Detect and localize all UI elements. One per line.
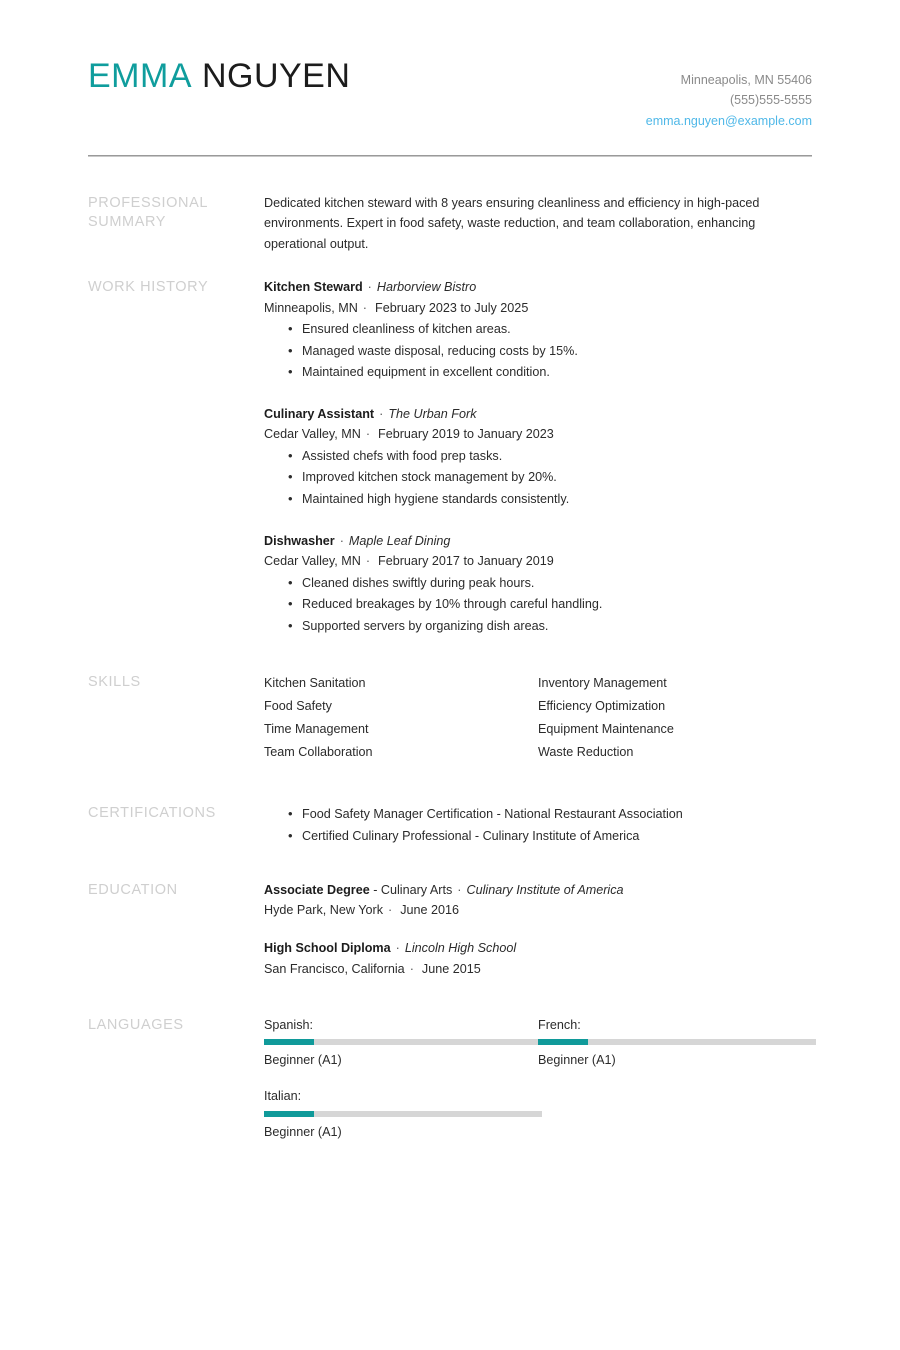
first-name: EMMA (88, 57, 192, 95)
job-location: Cedar Valley, MN (264, 554, 361, 569)
header-divider (88, 155, 812, 157)
language-inner (538, 1015, 816, 1070)
skills-column-right (538, 672, 812, 765)
education-degree: Associate Degree (264, 882, 370, 897)
education-entry (264, 938, 812, 979)
language-level: Beginner (A1) (538, 1053, 616, 1068)
skill-item: Team Collaboration (264, 745, 373, 760)
contact-email[interactable]: emma.nguyen@example.com (645, 113, 812, 128)
section-work-history (88, 277, 812, 637)
job-company: The Urban Fork (388, 407, 477, 422)
skill-item: Time Management (264, 722, 369, 737)
skill-item: Waste Reduction (538, 745, 634, 760)
certifications-body (264, 803, 812, 848)
separator-dot: · (367, 280, 372, 295)
separator-dot: · (457, 882, 462, 897)
skill-item: Kitchen Sanitation (264, 675, 366, 690)
job-bullet: • Maintained equipment in excellent condition. (302, 362, 812, 384)
job-bullet-list (264, 319, 812, 384)
language-level: Beginner (A1) (264, 1124, 342, 1139)
language-level: Beginner (A1) (264, 1053, 342, 1068)
work-history-entry (264, 531, 812, 638)
skills-column-left (264, 672, 538, 765)
skill-item: Efficiency Optimization (538, 698, 666, 713)
job-title: Dishwasher (264, 533, 335, 548)
summary-body (264, 193, 812, 255)
candidate-name (88, 58, 350, 95)
job-bullet-list (264, 573, 812, 638)
language-proficiency-fill (538, 1039, 588, 1045)
languages-body (264, 1015, 812, 1158)
language-item (538, 1015, 812, 1070)
summary-text: Dedicated kitchen steward with 8 years ensuring cleanliness and efficiency in high-paced environments. Expert in food safety, waste reduction, and team collaboration, enhancing operational output. (264, 195, 760, 251)
job-bullet: • Maintained high hygiene standards consistently. (302, 489, 812, 511)
work-history-body (264, 277, 812, 637)
job-company: Harborview Bistro (376, 280, 477, 295)
separator-dot: · (379, 407, 384, 422)
separator-dot: · (362, 300, 367, 315)
last-name: NGUYEN (201, 57, 351, 95)
section-languages (88, 1015, 812, 1158)
job-bullet-list (264, 446, 812, 511)
separator-dot: · (409, 961, 414, 976)
language-name: Italian: (264, 1089, 302, 1104)
education-field: - Culinary Arts (369, 882, 453, 897)
section-label-certifications: CERTIFICATIONS (88, 804, 216, 821)
resume-header (88, 0, 812, 131)
job-dates: February 2023 to July 2025 (375, 300, 529, 315)
language-name: Spanish: (264, 1018, 314, 1033)
language-inner (264, 1015, 542, 1070)
education-location: San Francisco, California (264, 961, 405, 976)
separator-dot: · (388, 902, 393, 917)
job-bullet: • Supported servers by organizing dish areas. (302, 616, 812, 638)
separator-dot: · (395, 941, 400, 956)
certification-list (264, 803, 812, 848)
skills-body (264, 672, 812, 765)
work-history-entry (264, 404, 812, 511)
contact-info (646, 58, 812, 131)
education-school: Lincoln High School (404, 941, 517, 956)
job-company: Maple Leaf Dining (348, 533, 451, 548)
education-degree: High School Diploma (264, 941, 391, 956)
skill-item: Equipment Maintenance (538, 722, 674, 737)
skill-item: Food Safety (264, 698, 332, 713)
language-proficiency-bar (264, 1039, 542, 1045)
language-proficiency-bar (264, 1111, 542, 1117)
job-meta (264, 551, 812, 571)
certification-item: • Food Safety Manager Certification - National Restaurant Association (302, 803, 812, 825)
job-dates: February 2019 to January 2023 (378, 427, 554, 442)
education-meta (264, 900, 812, 920)
section-label-work-history: WORK HISTORY (88, 279, 209, 296)
job-bullet: • Assisted chefs with food prep tasks. (302, 446, 812, 468)
job-bullet: • Cleaned dishes swiftly during peak hours. (302, 573, 812, 595)
language-proficiency-fill (264, 1039, 314, 1045)
contact-phone[interactable]: (555)555-5555 (729, 93, 812, 108)
section-label-summary: PROFESSIONAL SUMMARY (88, 194, 208, 231)
languages-grid (264, 1015, 812, 1158)
section-label-education: EDUCATION (88, 881, 178, 898)
education-school: Culinary Institute of America (466, 882, 624, 897)
separator-dot: · (365, 427, 371, 442)
language-proficiency-fill (264, 1111, 314, 1117)
language-inner (264, 1086, 542, 1141)
education-entry (264, 880, 812, 921)
job-bullet: • Managed waste disposal, reducing costs by 15%. (302, 341, 812, 363)
language-proficiency-bar (538, 1039, 816, 1045)
job-heading (264, 531, 812, 551)
education-body (264, 880, 812, 980)
job-bullet: • Reduced breakages by 10% through careful handling. (302, 594, 812, 616)
job-heading (264, 404, 812, 424)
skill-item: Inventory Management (538, 675, 667, 690)
education-meta (264, 959, 812, 979)
education-heading (264, 880, 812, 900)
section-professional-summary (88, 193, 812, 255)
job-location: Cedar Valley, MN (264, 427, 361, 442)
section-label-languages: LANGUAGES (88, 1017, 184, 1034)
job-meta (264, 298, 812, 318)
section-certifications (88, 803, 812, 848)
skills-grid (264, 672, 812, 765)
job-location: Minneapolis, MN (264, 300, 358, 315)
language-name: French: (538, 1018, 581, 1033)
separator-dot: · (365, 554, 371, 569)
certification-item: • Certified Culinary Professional - Culinary Institute of America (302, 825, 812, 847)
section-label-skills: SKILLS (88, 673, 141, 690)
job-title: Culinary Assistant (264, 407, 375, 422)
work-history-entry (264, 277, 812, 384)
education-heading (264, 938, 812, 958)
job-heading (264, 277, 812, 297)
education-location: Hyde Park, New York (264, 902, 383, 917)
contact-location: Minneapolis, MN 55406 (680, 73, 812, 87)
section-skills (88, 672, 812, 765)
job-meta (264, 424, 812, 444)
education-date: June 2015 (421, 961, 481, 976)
language-item (264, 1086, 538, 1141)
separator-dot: · (339, 533, 344, 548)
job-title: Kitchen Steward (264, 280, 363, 295)
job-bullet: • Ensured cleanliness of kitchen areas. (302, 319, 812, 341)
language-item (264, 1015, 538, 1070)
job-dates: February 2017 to January 2019 (378, 554, 554, 569)
section-education (88, 880, 812, 980)
education-date: June 2016 (400, 902, 460, 917)
job-bullet: • Improved kitchen stock management by 20%. (302, 467, 812, 489)
